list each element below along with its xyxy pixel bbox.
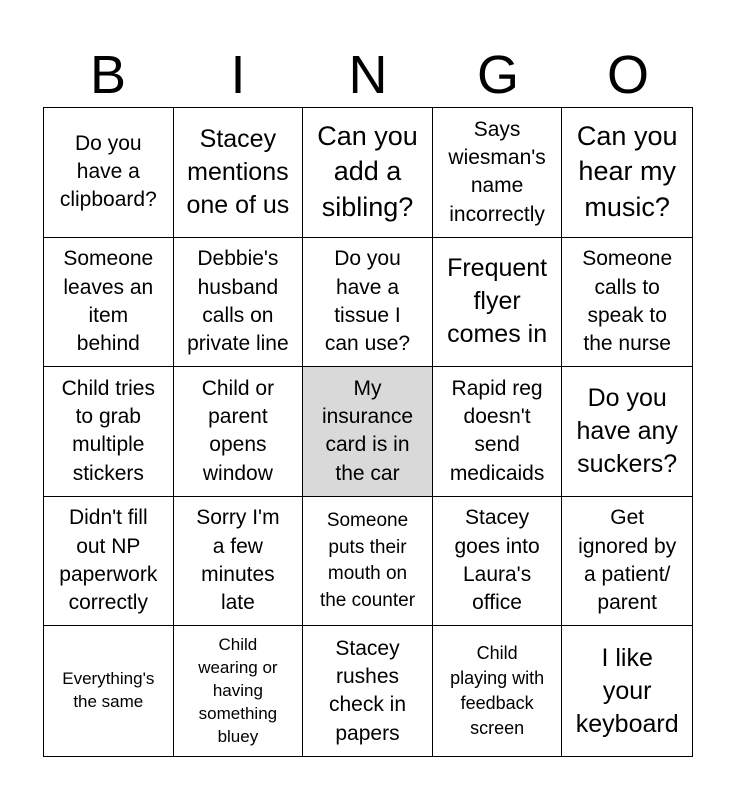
bingo-card <box>43 107 693 757</box>
bingo-cell-n2[interactable]: Do you have a tissue I can use? <box>303 238 433 368</box>
bingo-cell-b4[interactable]: Didn't fill out NP paperwork correctly <box>44 497 174 627</box>
bingo-cell-b5[interactable]: Everything's the same <box>44 626 174 756</box>
header-letter-o: O <box>606 45 649 105</box>
header-letter-b: B <box>89 45 127 105</box>
bingo-cell-i4[interactable]: Sorry I'm a few minutes late <box>174 497 304 627</box>
bingo-cell-g5[interactable]: Child playing with feedback screen <box>433 626 563 756</box>
bingo-cell-g3[interactable]: Rapid reg doesn't send medicaids <box>433 367 563 497</box>
bingo-cell-o1[interactable]: Can you hear my music? <box>562 108 692 238</box>
bingo-cell-n4[interactable]: Someone puts their mouth on the counter <box>303 497 433 627</box>
bingo-cell-b3[interactable]: Child tries to grab multiple stickers <box>44 367 174 497</box>
bingo-cell-b2[interactable]: Someone leaves an item behind <box>44 238 174 368</box>
bingo-cell-i5[interactable]: Child wearing or having something bluey <box>174 626 304 756</box>
bingo-cell-g1[interactable]: Says wiesman's name incorrectly <box>433 108 563 238</box>
bingo-cell-o4[interactable]: Get ignored by a patient/ parent <box>562 497 692 627</box>
header-letter-n: N <box>348 45 388 105</box>
bingo-header <box>43 45 693 105</box>
bingo-cell-i2[interactable]: Debbie's husband calls on private line <box>174 238 304 368</box>
bingo-cell-o5[interactable]: I like your keyboard <box>575 643 679 738</box>
bingo-cell-g4[interactable]: Stacey goes into Laura's office <box>433 497 563 627</box>
header-letter-i: I <box>230 45 246 105</box>
bingo-cell-n5[interactable]: Stacey rushes check in papers <box>303 626 433 756</box>
bingo-cell-o3[interactable]: Do you have any suckers? <box>562 367 692 497</box>
bingo-cell-i1[interactable]: Stacey mentions one of us <box>174 108 304 238</box>
bingo-cell-o2[interactable]: Someone calls to speak to the nurse <box>562 238 692 368</box>
bingo-cell-i3[interactable]: Child or parent opens window <box>174 367 304 497</box>
bingo-cell-free[interactable]: My insurance card is in the car <box>303 367 433 497</box>
bingo-cell-n1[interactable]: Can you add a sibling? <box>303 108 433 238</box>
bingo-cell-b1[interactable]: Do you have a clipboard? <box>44 108 174 238</box>
header-letter-g: G <box>476 45 519 105</box>
bingo-cell-g2[interactable]: Frequent flyer comes in <box>433 238 563 368</box>
